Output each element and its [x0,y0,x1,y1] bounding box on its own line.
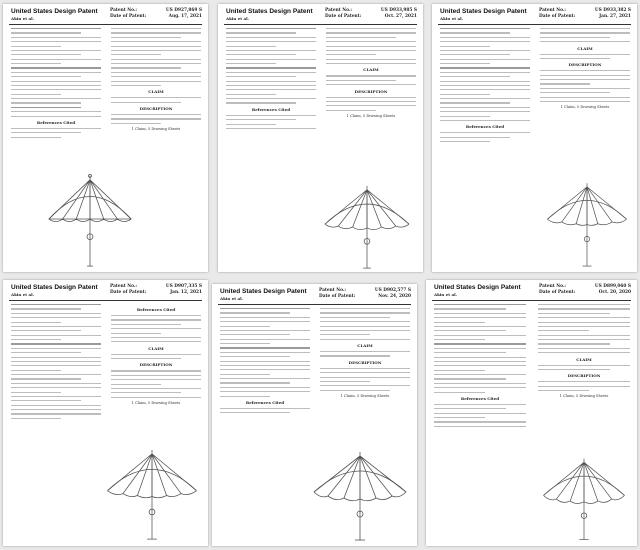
umbrella-drawing [41,172,139,270]
patent-date: Jan. 12, 2021 [170,290,202,295]
umbrella-icon [41,172,139,270]
patent-date: Aug. 17, 2021 [168,14,202,19]
right-column [540,28,630,109]
patent-title: United States Design Patent [440,8,527,15]
patent-number-block: Patent No.: US D899,060 S Date of Patent: Oct. 20, 2020 [539,284,631,295]
patent-number: US D902,577 S [374,288,411,293]
right-column [111,28,201,131]
left-column [11,28,101,141]
claim-heading: CLAIM [577,45,593,51]
patent-inventor: Akin et al. [226,16,249,21]
patent-inventor: Akin et al. [220,296,243,301]
umbrella-icon [538,458,630,542]
umbrella-drawing [542,182,632,270]
references-heading: References Cited [460,395,500,401]
patent-number-block: Patent No.: US D933,382 S Date of Patent: Jan. 27, 2021 [539,8,631,19]
references-heading: References Cited [465,124,505,130]
umbrella-icon [318,184,416,270]
patent-page-4 [3,280,208,546]
umbrella-icon [103,450,201,542]
patent-inventor: Akin et al. [440,16,463,21]
references-heading: References Cited [245,399,285,405]
patent-number: US D907,335 S [165,284,202,289]
left-column [226,28,316,132]
claim-heading: CLAIM [357,343,373,348]
description-heading: DESCRIPTION [348,359,382,365]
header-rule [9,300,202,301]
figure-caption: 1 Claim, 5 Drawing Sheets [346,114,396,118]
left-column [434,304,526,430]
patent-inventor: Akin et al. [11,16,34,21]
patent-number: US D927,869 S [165,8,202,13]
patent-page-5 [212,284,417,546]
patent-inventor: Akin et al. [434,292,457,297]
patent-title: United States Design Patent [220,288,307,295]
references-heading: References Cited [136,307,176,312]
right-column [326,28,416,118]
header-rule [224,24,417,25]
left-column [11,304,101,422]
umbrella-drawing [308,452,412,542]
patent-date: Oct. 27, 2021 [384,14,417,19]
references-heading: References Cited [36,119,76,125]
claim-heading: CLAIM [148,89,164,95]
figure-caption: 1 Claim, 5 Drawing Sheets [340,394,390,398]
figure-caption: 1 Claim, 5 Drawing Sheets [131,401,181,405]
patent-date: Jan. 27, 2021 [599,14,631,19]
patent-number: US D899,060 S [594,284,631,289]
right-column [538,304,630,398]
description-heading: DESCRIPTION [139,106,173,111]
umbrella-icon [308,452,412,542]
patent-number-block: Patent No.: US D902,577 S Date of Patent: Nov. 24, 2020 [319,288,411,299]
references-heading: References Cited [251,106,291,112]
claim-heading: CLAIM [148,345,164,351]
right-column [320,308,410,398]
patent-number: US D933,382 S [594,8,631,13]
umbrella-drawing [538,458,630,542]
left-column [220,308,310,417]
header-rule [432,300,631,301]
patent-page-3 [432,4,637,272]
patent-page-6 [426,280,637,546]
description-heading: DESCRIPTION [139,362,173,368]
patent-page-2 [218,4,423,272]
figure-caption: 1 Claim, 5 Drawing Sheets [560,105,610,110]
patent-title: United States Design Patent [226,8,313,15]
patent-number: US D933,985 S [380,8,417,13]
description-heading: DESCRIPTION [354,88,388,94]
left-column [440,28,530,145]
patent-number-block: Patent No.: US D927,869 S Date of Patent: Aug. 17, 2021 [110,8,202,19]
figure-caption: 1 Claim, 5 Drawing Sheets [131,127,181,132]
right-column [111,304,201,405]
umbrella-drawing [103,450,201,542]
header-rule [218,304,411,305]
header-rule [438,24,631,25]
umbrella-drawing [318,184,416,270]
patent-number-block: Patent No.: US D907,335 S Date of Patent: Jan. 12, 2021 [110,284,202,295]
patent-number-block: Patent No.: US D933,985 S Date of Patent: Oct. 27, 2021 [325,8,417,19]
patent-title: United States Design Patent [11,284,98,291]
figure-caption: 1 Claim, 5 Drawing Sheets [559,394,609,399]
patent-date: Nov. 24, 2020 [378,294,411,299]
claim-heading: CLAIM [363,67,379,73]
umbrella-icon [542,182,632,270]
claim-heading: CLAIM [576,356,592,362]
header-rule [9,24,202,25]
patent-date: Oct. 20, 2020 [598,290,631,295]
patent-title: United States Design Patent [11,8,98,15]
description-heading: DESCRIPTION [567,373,601,379]
patent-inventor: Akin et al. [11,292,34,297]
description-heading: DESCRIPTION [568,62,602,68]
patent-title: United States Design Patent [434,284,521,291]
patent-page-1 [3,4,208,272]
